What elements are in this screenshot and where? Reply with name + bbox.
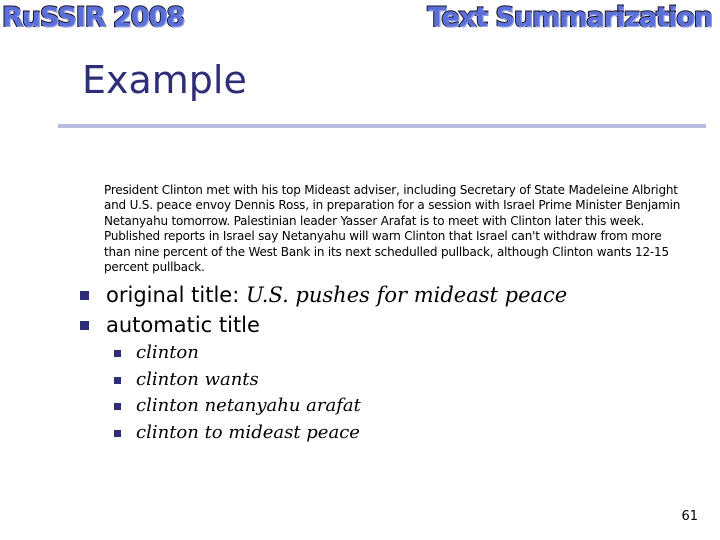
square-bullet-icon (80, 321, 89, 330)
source-paragraph: President Clinton met with his top Mideast adviser, including Secretary of State Madeleine Albright and U.S. peace envoy Dennis Ross, in preparation for a session with Israel Prime Minister Benjamin Netanyahu tomorrow. Palestinian leader Yasser Arafat is to meet with Clinton later this week. Published reports in Israel say Netanyahu will warn Clinton that Israel can't withdraw from more than nine percent of the West Bank in its next schedulled pullback, although Clinton wants 12-15 percent pullback. (104, 183, 681, 275)
page-number: 61 (681, 509, 698, 524)
bullet-list (78, 280, 567, 340)
automatic-title-label: automatic title (106, 313, 260, 337)
square-bullet-icon (114, 377, 121, 384)
text-summarization-logo: Text Summarization (427, 2, 712, 33)
slide-title: Example (82, 58, 247, 102)
original-title-value: U.S. pushes for mideast peace (246, 283, 568, 307)
square-bullet-icon (114, 350, 121, 357)
automatic-title-bullet (78, 310, 567, 340)
automatic-title-text: clinton (136, 342, 199, 363)
automatic-title-text: clinton netanyahu arafat (136, 395, 361, 416)
square-bullet-icon (114, 430, 121, 437)
square-bullet-icon (114, 403, 121, 410)
automatic-title-item (112, 420, 361, 447)
automatic-title-text: clinton wants (136, 368, 259, 390)
automatic-title-list (112, 340, 361, 446)
russir-logo: RuSSIR 2008 (2, 2, 185, 33)
automatic-title-text: clinton to mideast peace (136, 421, 360, 443)
original-title-bullet (78, 280, 567, 310)
title-divider (58, 124, 706, 128)
automatic-title-item (112, 340, 361, 367)
automatic-title-item (112, 367, 361, 394)
original-title-label: original title: (106, 283, 240, 307)
square-bullet-icon (80, 291, 89, 300)
automatic-title-item (112, 393, 361, 420)
